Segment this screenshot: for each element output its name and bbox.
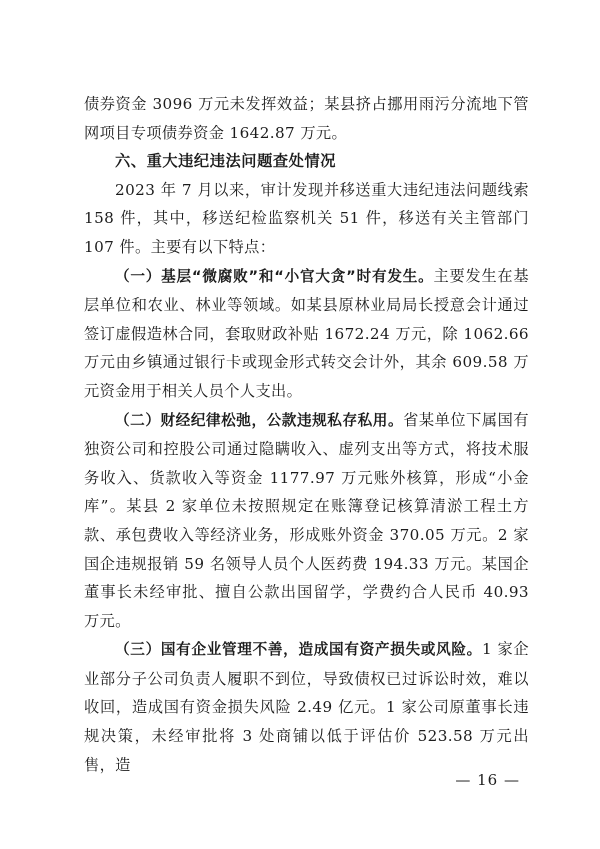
body-text bbox=[84, 90, 529, 779]
paragraph-text: 1 家企业部分子公司负责人履职不到位，导致债权已过诉讼时效，难以收回，造成国有资金损失风险 2.49 亿元。1 家公司原董事长违规决策，未经审批将 3 处商铺以低于评估价 523.58 万元出售，造 bbox=[84, 640, 529, 774]
point-two-heading: （二）财经纪律松弛，公款违规私存私用。 bbox=[115, 411, 404, 429]
paragraph-point-one bbox=[84, 262, 529, 406]
paragraph-text: 省某单位下属国有独资公司和控股公司通过隐瞒收入、虚列支出等方式，将技术服务收入、货款收入等资金 1177.97 万元账外核算，形成“小金库”。某县 2 家单位未按照规定在账簿登记核算清淤工程土方款、承包费收入等经济业务，形成账外资金 370.05 万元。2 家国企违规报销 59 名领导人员个人医药费 194.33 万元。某国企董事长未经审批、擅自公款出国留学，学费约合人民币 40.93 万元。 bbox=[84, 410, 529, 630]
paragraph-text: 债券资金 3096 万元未发挥效益；某县挤占挪用雨污分流地下管网项目专项债券资金 1642.87 万元。 bbox=[84, 95, 529, 142]
paragraph-overview bbox=[84, 176, 529, 262]
paragraph-text: 2023 年 7 月以来，审计发现并移送重大违纪违法问题线索 158 件，其中，移送纪检监察机关 51 件，移送有关主管部门 107 件。主要有以下特点： bbox=[84, 180, 529, 256]
section-heading-six bbox=[84, 147, 529, 176]
paragraph-point-two bbox=[84, 406, 529, 636]
paragraph-point-three bbox=[84, 635, 529, 779]
point-three-heading: （三）国有企业管理不善，造成国有资产损失或风险。 bbox=[115, 641, 482, 659]
paragraph-debt-funds bbox=[84, 90, 529, 147]
page-number: — 16 — bbox=[455, 771, 520, 789]
section-heading-text: 六、重大违纪违法问题查处情况 bbox=[115, 152, 337, 171]
paragraph-text: 主要发生在基层单位和农业、林业等领域。如某县原林业局局长授意会计通过签订虚假造林合同，套取财政补贴 1672.24 万元，除 1062.66 万元由乡镇通过银行卡或现金形式转交会计外，其余 609.58 万元资金用于相关人员个人支出。 bbox=[84, 266, 529, 400]
point-one-heading: （一）基层“微腐败”和“小官大贪”时有发生。 bbox=[115, 267, 434, 285]
